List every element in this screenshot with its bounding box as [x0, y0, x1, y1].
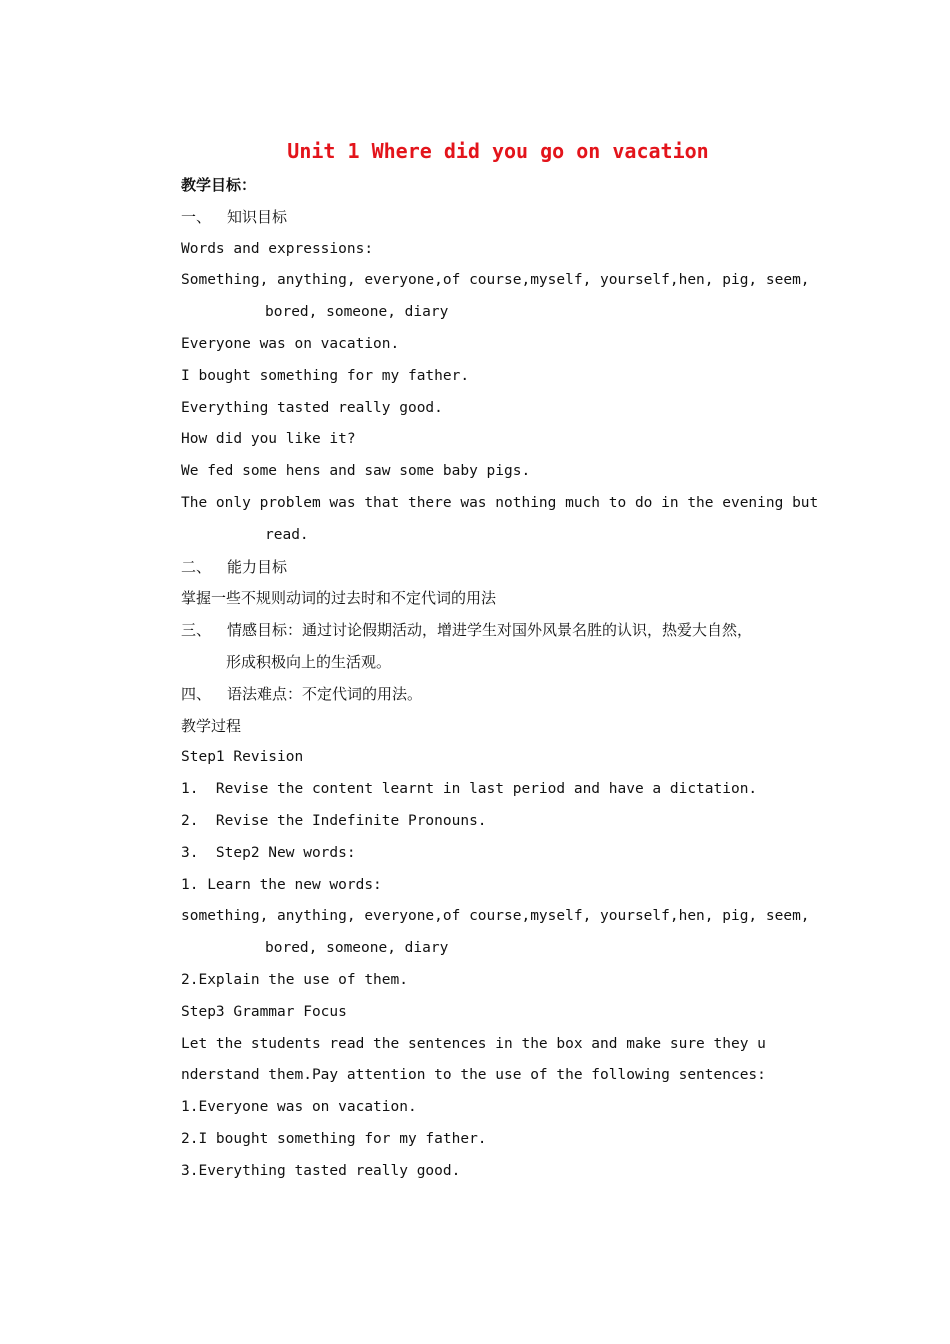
- step-heading: Step1 Revision: [181, 749, 304, 766]
- text-line: 2. Revise the Indefinite Pronouns.: [181, 812, 487, 829]
- text-line: Everyone was on vacation.: [181, 335, 400, 352]
- list-marker: 二、: [181, 557, 212, 576]
- list-marker: 一、: [181, 207, 212, 226]
- text-line: 1.Everyone was on vacation.: [181, 1099, 417, 1116]
- objective-label: 能力目标: [227, 557, 288, 576]
- text-line: 形成积极向上的生活观。: [226, 652, 392, 671]
- text-line: nderstand them.Pay attention to the use of the following sentences:: [181, 1067, 766, 1084]
- text-line: read.: [265, 526, 309, 543]
- text-line: Something, anything, everyone,of course,myself, yourself,hen, pig, seem,: [181, 272, 810, 289]
- text-line: How did you like it?: [181, 431, 356, 448]
- text-line: Let the students read the sentences in the box and make sure they u: [181, 1035, 766, 1052]
- document-body: [181, 170, 841, 1188]
- text-line: 1. Revise the content learnt in last period and have a dictation.: [181, 781, 758, 798]
- objective-label: 情感目标：通过讨论假期活动，增进学生对国外风景名胜的认识，热爱大自然，: [227, 621, 753, 640]
- text-line: 3. Step2 New words:: [181, 844, 356, 861]
- text-line: 2.I bought something for my father.: [181, 1130, 487, 1147]
- step-heading: Step3 Grammar Focus: [181, 1003, 347, 1020]
- text-line: 1. Learn the new words:: [181, 876, 382, 893]
- objective-label: 语法难点：不定代词的用法。: [227, 684, 423, 703]
- text-line: bored, someone, diary: [265, 304, 449, 321]
- objective-grammar: [181, 679, 841, 711]
- objective-label: 知识目标: [227, 207, 288, 226]
- list-marker: 三、: [181, 621, 212, 640]
- objective-knowledge: [181, 202, 841, 234]
- objective-ability: [181, 552, 841, 584]
- objective-emotion: [181, 615, 841, 647]
- section-heading-objectives: 教学目标：: [181, 176, 257, 194]
- text-line: Everything tasted really good.: [181, 399, 443, 416]
- text-line: Words and expressions:: [181, 240, 374, 257]
- text-line: 掌握一些不规则动词的过去时和不定代词的用法: [181, 589, 497, 608]
- document-title: Unit 1 Where did you go on vacation: [287, 139, 709, 163]
- text-line: I bought something for my father.: [181, 367, 470, 384]
- text-line: something, anything, everyone,of course,myself, yourself,hen, pig, seem,: [181, 908, 810, 925]
- text-line: The only problem was that there was nothing much to do in the evening but: [181, 494, 819, 511]
- list-marker: 四、: [181, 684, 212, 703]
- text-line: bored, someone, diary: [265, 940, 449, 957]
- text-line: We fed some hens and saw some baby pigs.: [181, 463, 531, 480]
- text-line: 3.Everything tasted really good.: [181, 1162, 461, 1179]
- text-line: 2.Explain the use of them.: [181, 971, 408, 988]
- section-heading-process: 教学过程: [181, 716, 242, 735]
